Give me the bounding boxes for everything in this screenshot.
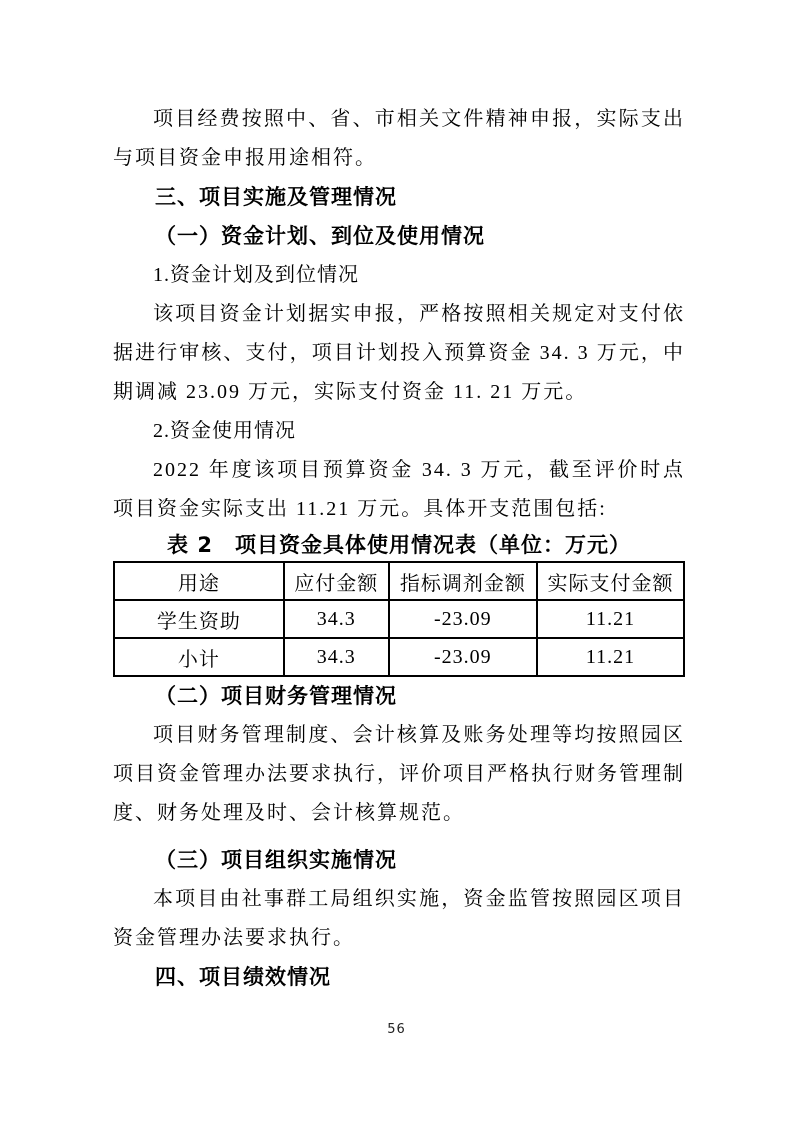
item-1-fund-plan-status: 1.资金计划及到位情况 [153, 264, 359, 286]
heading-sub-1-fund-plan-usage: （一）资金计划、到位及使用情况 [155, 224, 485, 248]
cell-use-subtotal: 小计 [114, 638, 284, 676]
paragraph-organization-detail: 本项目由社事群工局组织实施，资金监管按照园区项目资金管理办法要求执行。 [113, 888, 685, 949]
table-caption-label: 表 2 [167, 533, 213, 557]
cell-actual-subtotal: 11.21 [537, 638, 684, 676]
heading-sub-3-organization-implementation: （三）项目组织实施情况 [155, 848, 397, 872]
cell-adjustment-student-aid: -23.09 [389, 600, 537, 638]
heading-sub-2-financial-management: （二）项目财务管理情况 [155, 684, 397, 708]
table-row-student-aid [114, 600, 684, 638]
cell-use-student-aid: 学生资助 [114, 600, 284, 638]
cell-payable-student-aid: 34.3 [284, 600, 389, 638]
header-cell-adjustment-amount: 指标调剂金额 [389, 562, 537, 600]
header-cell-actual-paid-amount: 实际支付金额 [537, 562, 684, 600]
cell-adjustment-subtotal: -23.09 [389, 638, 537, 676]
heading-section-4-performance: 四、项目绩效情况 [155, 965, 331, 989]
cell-actual-student-aid: 11.21 [537, 600, 684, 638]
heading-section-3-implementation-management: 三、项目实施及管理情况 [155, 185, 397, 209]
table-caption-title: 项目资金具体使用情况表（单位：万元） [234, 533, 631, 557]
table-row-subtotal [114, 638, 684, 676]
paragraph-fund-plan-detail: 该项目资金计划据实申报，严格按照相关规定对支付依据进行审核、支付，项目计划投入预算资金 34. 3 万元，中期调减 23.09 万元，实际支付资金 11. 21 万元。 [113, 303, 685, 403]
table-header-row [114, 562, 684, 600]
header-cell-use: 用途 [114, 562, 284, 600]
page-number: 56 [387, 1022, 406, 1037]
fund-usage-table [113, 561, 685, 677]
fund-usage-table-body [114, 600, 684, 676]
paragraph-fund-usage-detail: 2022 年度该项目预算资金 34. 3 万元，截至评价时点项目资金实际支出 11.21 万元。具体开支范围包括: [113, 459, 685, 520]
header-cell-payable-amount: 应付金额 [284, 562, 389, 600]
item-2-fund-usage-status: 2.资金使用情况 [153, 420, 296, 442]
document-content [113, 100, 685, 997]
cell-payable-subtotal: 34.3 [284, 638, 389, 676]
table-caption [113, 529, 685, 561]
fund-usage-table-head [114, 562, 684, 600]
paragraph-financial-management-detail: 项目财务管理制度、会计核算及账务处理等均按照园区项目资金管理办法要求执行，评价项目严格执行财务管理制度、财务处理及时、会计核算规范。 [113, 724, 685, 824]
paragraph-funding-declaration: 项目经费按照中、省、市相关文件精神申报，实际支出与项目资金申报用途相符。 [113, 108, 685, 169]
